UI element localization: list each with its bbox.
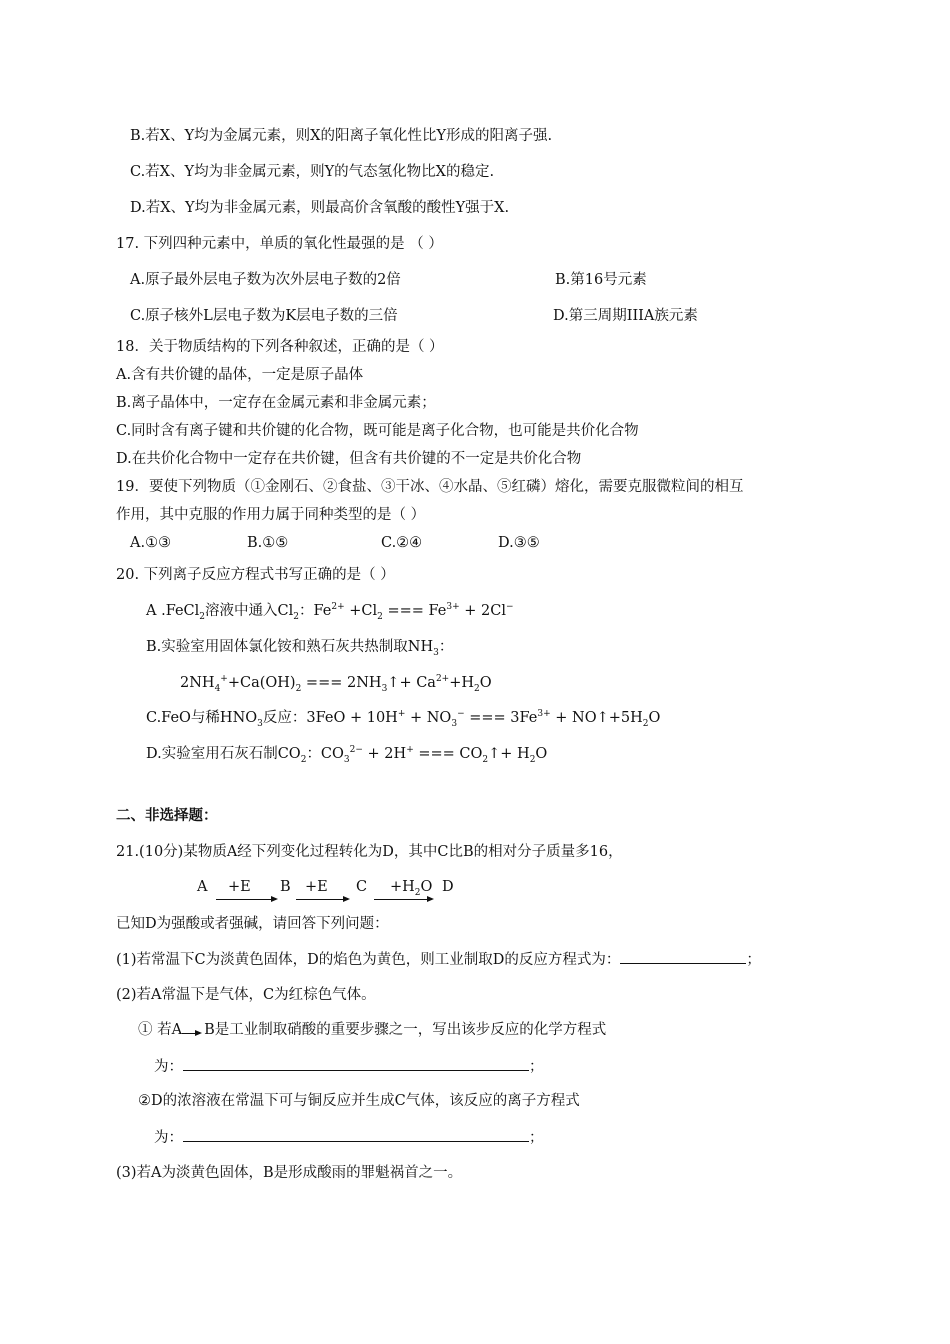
q20-option-c: C.FeO与稀$HNO_3$反应：$3FeO + 10H^+ + NO_3^-$ === $3Fe^{3+}$ + $NO↑+5H_2O$	[146, 709, 661, 729]
scheme-b: B	[280, 879, 291, 895]
answer-blank-1[interactable]	[620, 949, 746, 964]
scheme-arrow-3	[374, 899, 432, 900]
q20-stem: 20. 下列离子反应方程式书写正确的是（ ）	[116, 567, 395, 583]
section-title: 二、非选择题：	[116, 808, 218, 824]
q16-option-d: D.若X、Y均为非金属元素，则最高价含氧酸的酸性Y强于X.	[130, 200, 510, 216]
answer-blank-2[interactable]	[183, 1056, 529, 1071]
q19-option-c: C.②④	[381, 535, 423, 551]
scheme-c: C	[356, 879, 368, 895]
q21-part2-1-answer: 为： ；	[154, 1056, 544, 1077]
q18-option-a: A.含有共价键的晶体，一定是原子晶体	[116, 367, 364, 383]
q21-part2: (2)若A常温下是气体，C为红棕色气体。	[116, 987, 376, 1003]
q21-part2-2: ②D的浓溶液在常温下可与铜反应并生成C气体，该反应的离子方程式	[138, 1093, 580, 1109]
q21-part1: (1)若常温下C为淡黄色固体，D的焰色为黄色，则工业制取D的反应方程式为： ；	[116, 949, 761, 970]
q19-option-b: B.①⑤	[247, 535, 289, 551]
q21-stem: 21.(10分)某物质A经下列变化过程转化为D，其中C比B的相对分子质量多16，	[116, 844, 623, 860]
q19-stem-line2: 作用，其中克服的作用力属于同种类型的是（ ）	[116, 507, 426, 523]
q16-option-c: C.若X、Y均为非金属元素，则Y的气态氢化物比X的稳定.	[130, 164, 495, 180]
scheme-arrow-2	[296, 899, 348, 900]
scheme-e1: +E	[228, 879, 251, 895]
scheme-a: A	[197, 879, 208, 895]
inline-arrow	[182, 1024, 204, 1034]
q20-option-b-line1: B.实验室用固体氯化铵和熟石灰共热制取$NH_3$：	[146, 639, 454, 658]
q21-intro: 已知D为强酸或者强碱，请回答下列问题：	[116, 916, 389, 932]
q16-option-b: B.若X、Y均为金属元素，则X的阳离子氧化性比Y形成的阳离子强.	[130, 128, 553, 144]
q21-part3: (3)若A为淡黄色固体，B是形成酸雨的罪魁祸首之一。	[116, 1165, 463, 1181]
q17-option-a: A.原子最外层电子数为次外层电子数的2倍	[130, 272, 401, 288]
q18-stem: 18．关于物质结构的下列各种叙述，正确的是（ ）	[116, 339, 444, 355]
q17-option-c: C.原子核外L层电子数为K层电子数的三倍	[130, 308, 398, 324]
scheme-arrow-1	[216, 899, 276, 900]
q20-option-d: D.实验室用石灰石制$CO_2$：$CO_3^{2-} + 2H^+$ === $CO_2↑+ H_2O$	[146, 745, 548, 765]
q18-option-c: C.同时含有离子键和共价键的化合物，既可能是离子化合物，也可能是共价化合物	[116, 423, 639, 439]
q19-option-a: A.①③	[130, 535, 172, 551]
q17-stem: 17. 下列四种元素中，单质的氧化性最强的是 （ ）	[116, 236, 443, 252]
q18-option-d: D.在共价化合物中一定存在共价键，但含有共价键的不一定是共价化合物	[116, 451, 582, 467]
q19-option-d: D.③⑤	[498, 535, 540, 551]
q20-option-a: A .FeCl$_2$溶液中通入$Cl_2$：$Fe^{2+} +Cl_2$ === $Fe^{3+} + 2Cl^-$	[146, 602, 514, 622]
q18-option-b: B.离子晶体中，一定存在金属元素和非金属元素；	[116, 395, 436, 411]
q21-part2-1: ① 若A B是工业制取硝酸的重要步骤之一，写出该步反应的化学方程式	[138, 1022, 607, 1038]
scheme-h2o: $+H_2O$	[390, 879, 433, 898]
q20-option-b-equation: $2NH_4^++Ca(OH)_2$ === $2NH_3↑+ Ca^{2+}+H_2O$	[180, 674, 492, 694]
scheme-d: D	[442, 879, 454, 895]
answer-blank-3[interactable]	[183, 1127, 529, 1142]
q21-part2-2-answer: 为： ；	[154, 1127, 544, 1148]
q19-stem-line1: 19．要使下列物质（①金刚石、②食盐、③干冰、④水晶、⑤红磷）熔化，需要克服微粒间的相互	[116, 479, 744, 495]
scheme-e2: +E	[305, 879, 328, 895]
q17-option-b: B.第16号元素	[555, 272, 647, 288]
q17-option-d: D.第三周期IIIA族元素	[553, 308, 698, 324]
